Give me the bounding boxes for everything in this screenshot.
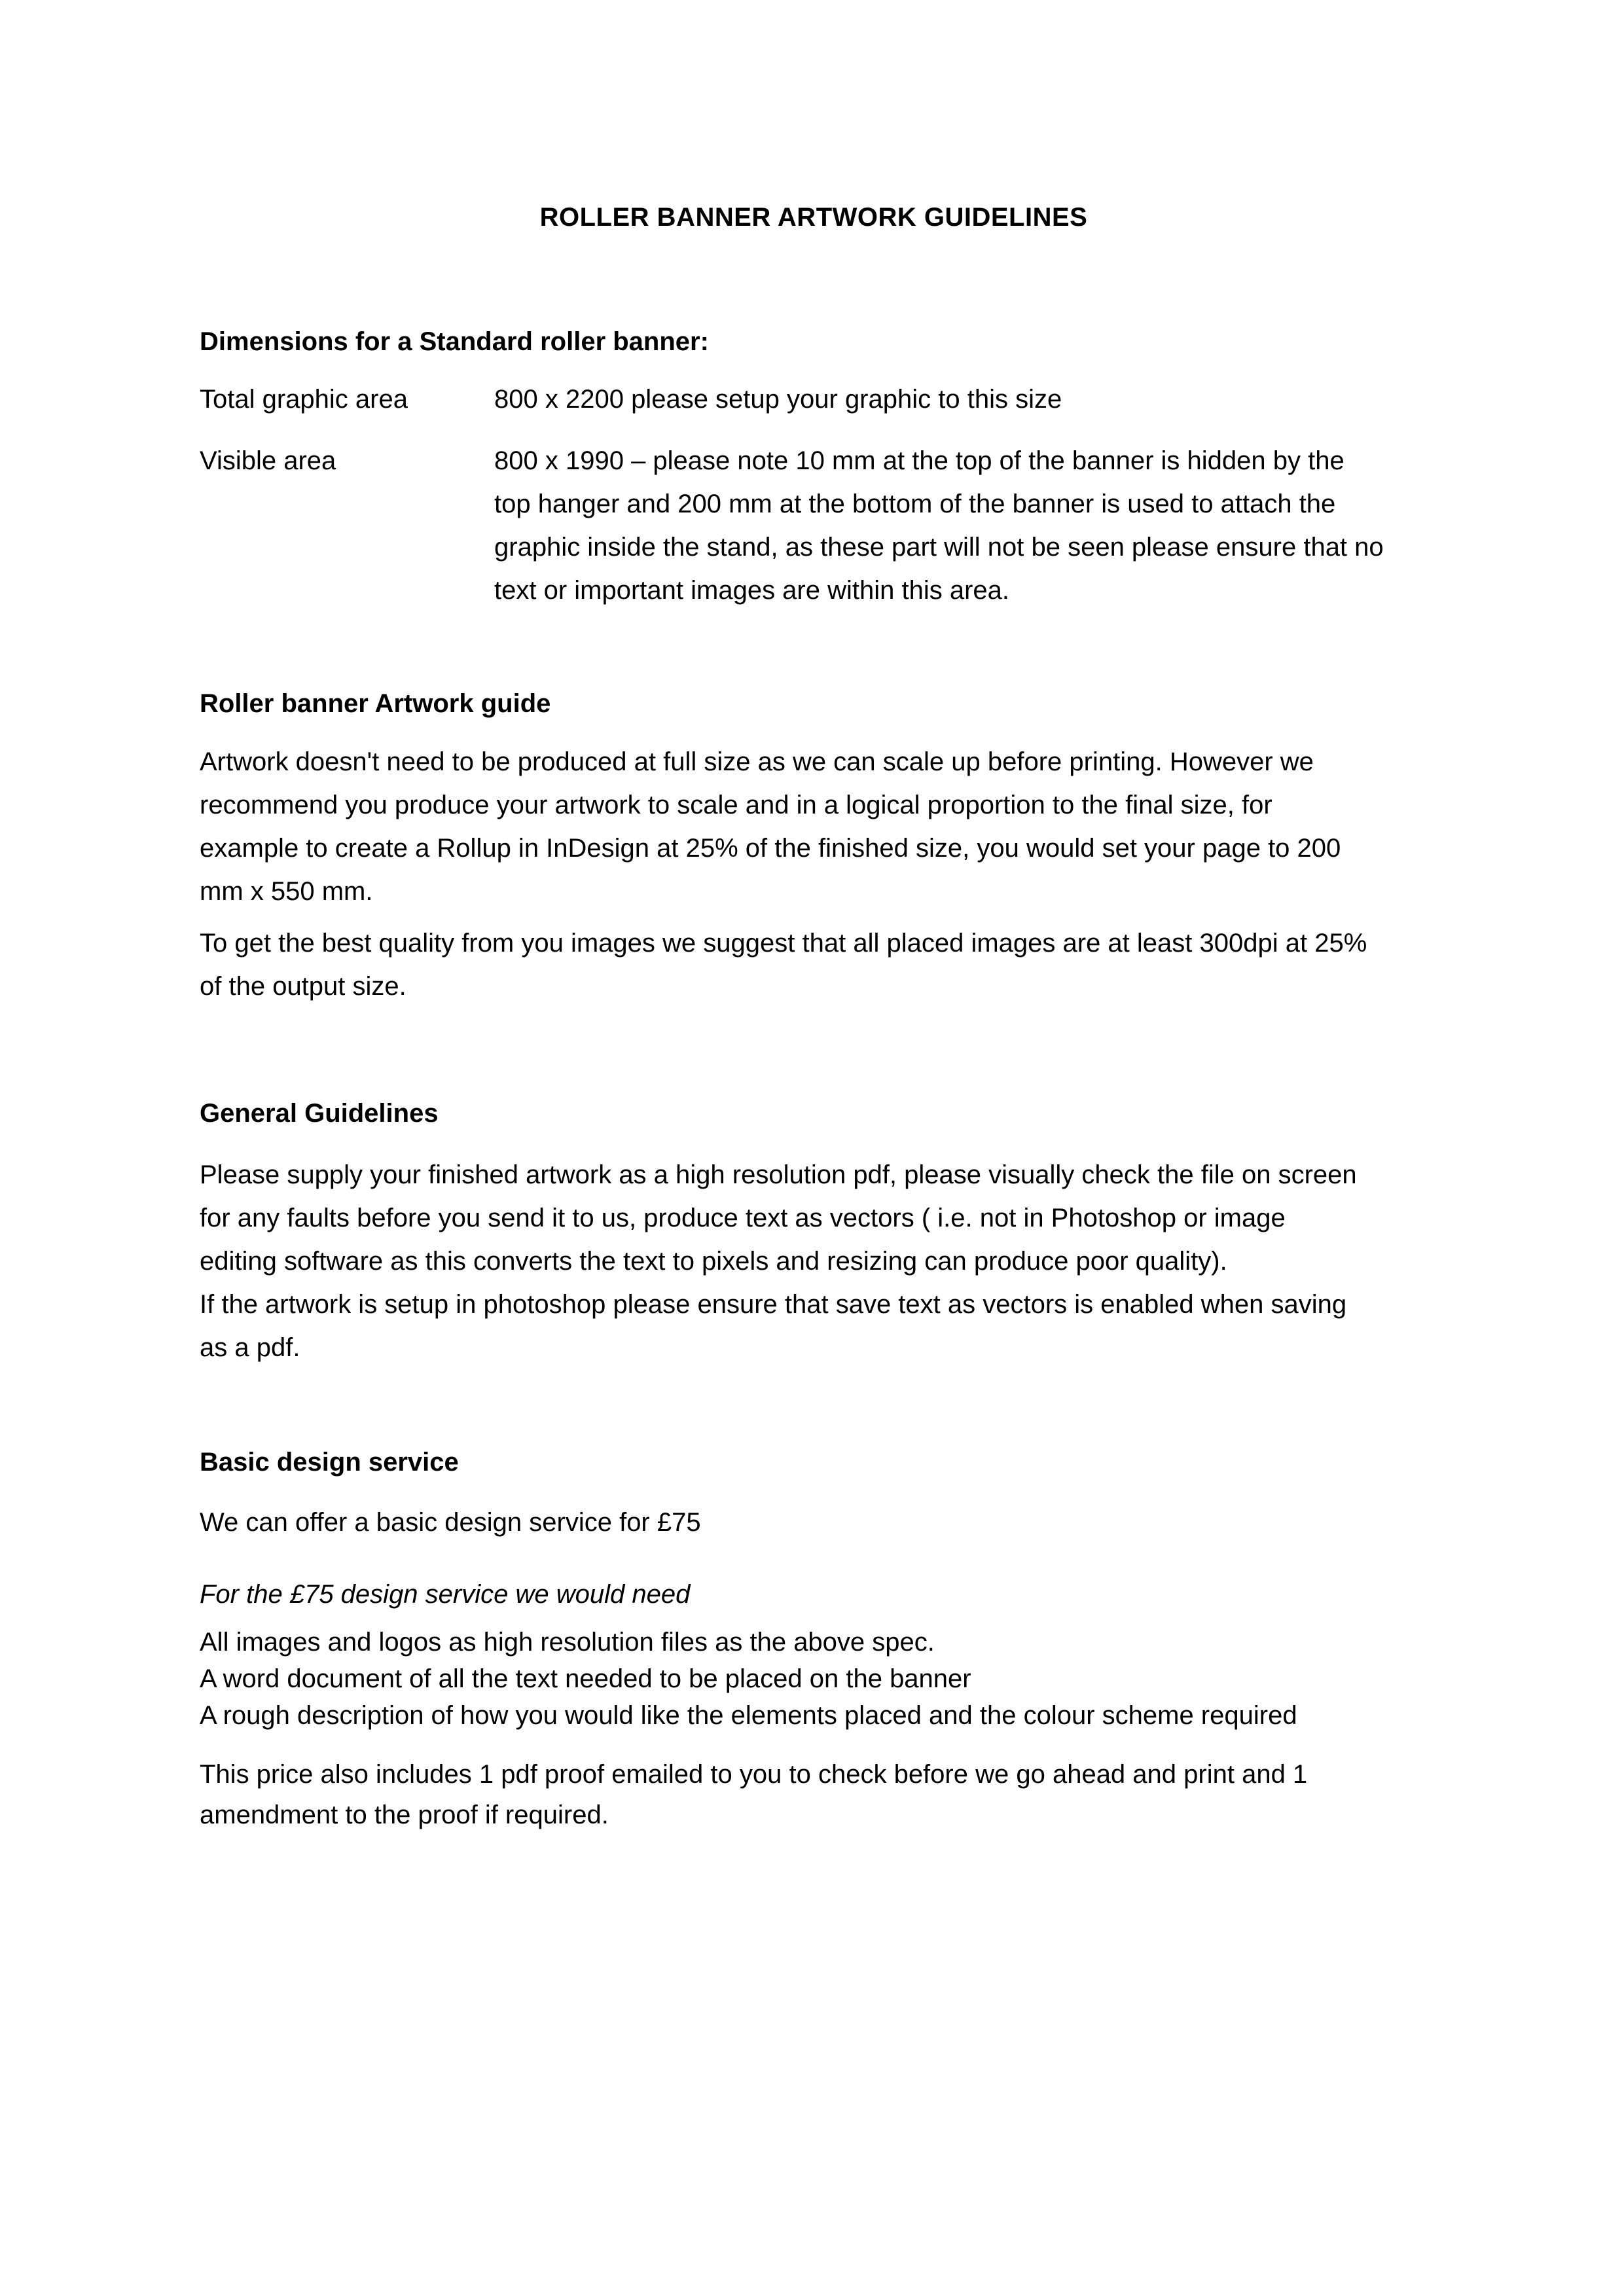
visible-area-label: Visible area	[200, 446, 336, 475]
total-graphic-area-value: 800 x 2200 please setup your graphic to this size	[494, 385, 1062, 414]
spec-row-visible-area	[200, 439, 1428, 612]
visible-area-value: 800 x 1990 – please note 10 mm at the top of the banner is hidden by the top hanger and 200 mm at the bottom of the banner is used to attach the graphic inside the stand, as these part will not be seen please ensure that no text or important images are within this area.	[494, 446, 1384, 605]
general-guidelines-heading: General Guidelines	[200, 1099, 439, 1128]
document-title: ROLLER BANNER ARTWORK GUIDELINES	[539, 203, 1088, 232]
dimensions-heading: Dimensions for a Standard roller banner:	[200, 327, 709, 356]
artwork-guide-quality-paragraph: To get the best quality from you images we suggest that all placed images are at least 300dpi at 25% of the output size.	[200, 929, 1367, 1001]
artwork-guide-scale-paragraph: Artwork doesn't need to be produced at full size as we can scale up before printing. However we recommend you produce your artwork to scale and in a logical proportion to the final size, for example to create a Rollup in InDesign at 25% of the finished size, you would set your page to 200 mm x 550 mm.	[200, 747, 1341, 906]
basic-design-closing: This price also includes 1 pdf proof emailed to you to check before we go ahead and print and 1 amendment to the proof if required.	[200, 1760, 1308, 1829]
basic-design-requirements: All images and logos as high resolution files as the above spec. A word document of all the text needed to be placed on the banner A rough description of how you would like the elements placed and the colour scheme required	[200, 1628, 1297, 1730]
artwork-guide-heading: Roller banner Artwork guide	[200, 689, 551, 718]
basic-design-intro: We can offer a basic design service for £75	[200, 1508, 701, 1537]
basic-design-heading: Basic design service	[200, 1448, 459, 1477]
basic-design-italic-note: For the £75 design service we would need	[200, 1580, 691, 1609]
total-graphic-area-label: Total graphic area	[200, 385, 408, 414]
spec-row-total-graphic-area	[200, 378, 1428, 421]
general-guidelines-paragraph: Please supply your finished artwork as a high resolution pdf, please visually check the file on screen for any faults before you send it to us, produce text as vectors ( i.e. not in Photoshop or image editing software as this converts the text to pixels and resizing can produce poor quality). If the artwork is setup in photoshop please ensure that save text as vectors is enabled when saving as a pdf.	[200, 1160, 1357, 1362]
